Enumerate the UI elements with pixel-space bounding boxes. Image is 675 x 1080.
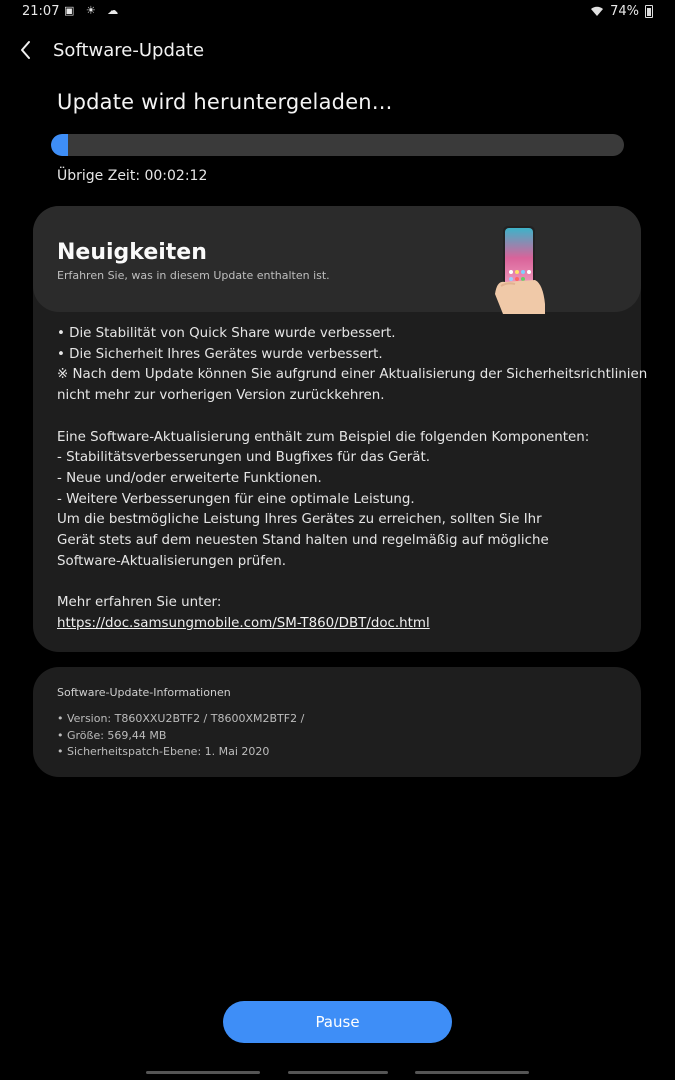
wifi-icon — [590, 6, 604, 17]
note-line: ※ Nach dem Update können Sie aufgrund einer Aktualisierung der Sicherheitsrichtlinien — [57, 367, 648, 383]
news-card — [33, 206, 648, 652]
note-line: • Die Sicherheit Ihres Gerätes wurde verbessert. — [57, 346, 383, 362]
status-bar — [0, 0, 675, 26]
update-version: • Version: T860XXU2BTF2 / T8600XM2BTF2 / — [57, 712, 305, 725]
note-line: Gerät stets auf dem neuesten Stand halten und regelmäßig auf mögliche — [57, 533, 549, 549]
note-line: - Neue und/oder erweiterte Funktionen. — [57, 470, 322, 486]
release-notes — [57, 324, 648, 635]
update-info-title: Software-Update-Informationen — [57, 686, 231, 699]
back-arrow-icon — [14, 36, 38, 64]
nav-handle-left[interactable] — [146, 1071, 260, 1074]
news-title: Neuigkeiten — [57, 240, 207, 265]
status-time: 21:07 — [22, 4, 60, 19]
note-line: Mehr erfahren Sie unter: — [57, 595, 222, 611]
battery-percent: 74% — [610, 4, 639, 19]
download-progress-bar — [51, 134, 624, 156]
note-line: - Stabilitätsverbesserungen und Bugfixes für das Gerät. — [57, 450, 431, 466]
notification-icons: ▣ ☀ ☁ — [64, 4, 123, 17]
download-status-title: Update wird heruntergeladen... — [57, 90, 393, 114]
nav-handle-right[interactable] — [415, 1071, 529, 1074]
note-line: Um die bestmögliche Leistung Ihres Gerätes zu erreichen, sollten Sie Ihr — [57, 512, 542, 528]
update-info-card — [33, 667, 641, 777]
note-line: - Weitere Verbesserungen für eine optimale Leistung. — [57, 491, 415, 507]
download-progress-fill — [51, 134, 68, 156]
news-card-header — [33, 206, 641, 312]
back-button[interactable] — [14, 36, 38, 64]
note-spacer — [57, 407, 627, 428]
security-patch-level: • Sicherheitspatch-Ebene: 1. Mai 2020 — [57, 745, 270, 758]
note-line: • Die Stabilität von Quick Share wurde verbessert. — [57, 326, 396, 341]
note-spacer — [57, 572, 627, 593]
battery-icon — [645, 5, 653, 18]
news-subtitle: Erfahren Sie, was in diesem Update enthalten ist. — [57, 269, 330, 282]
documentation-link[interactable]: https://doc.samsungmobile.com/SM-T860/DBT/doc.html — [57, 615, 430, 631]
note-line: Eine Software-Aktualisierung enthält zum Beispiel die folgenden Komponenten: — [57, 429, 590, 445]
navigation-bar — [0, 1066, 675, 1080]
pause-button[interactable]: Pause — [223, 1001, 452, 1043]
page-title: Software-Update — [53, 40, 205, 61]
nav-handle-center[interactable] — [288, 1071, 388, 1074]
app-header — [0, 30, 675, 70]
note-line: Software-Aktualisierungen prüfen. — [57, 553, 286, 569]
phone-in-hand-illustration — [493, 224, 553, 314]
status-right — [590, 4, 653, 19]
note-line: nicht mehr zur vorherigen Version zurückkehren. — [57, 388, 385, 404]
update-size: • Größe: 569,44 MB — [57, 728, 167, 742]
remaining-time: Übrige Zeit: 00:02:12 — [57, 168, 208, 184]
update-info-list — [57, 711, 304, 761]
